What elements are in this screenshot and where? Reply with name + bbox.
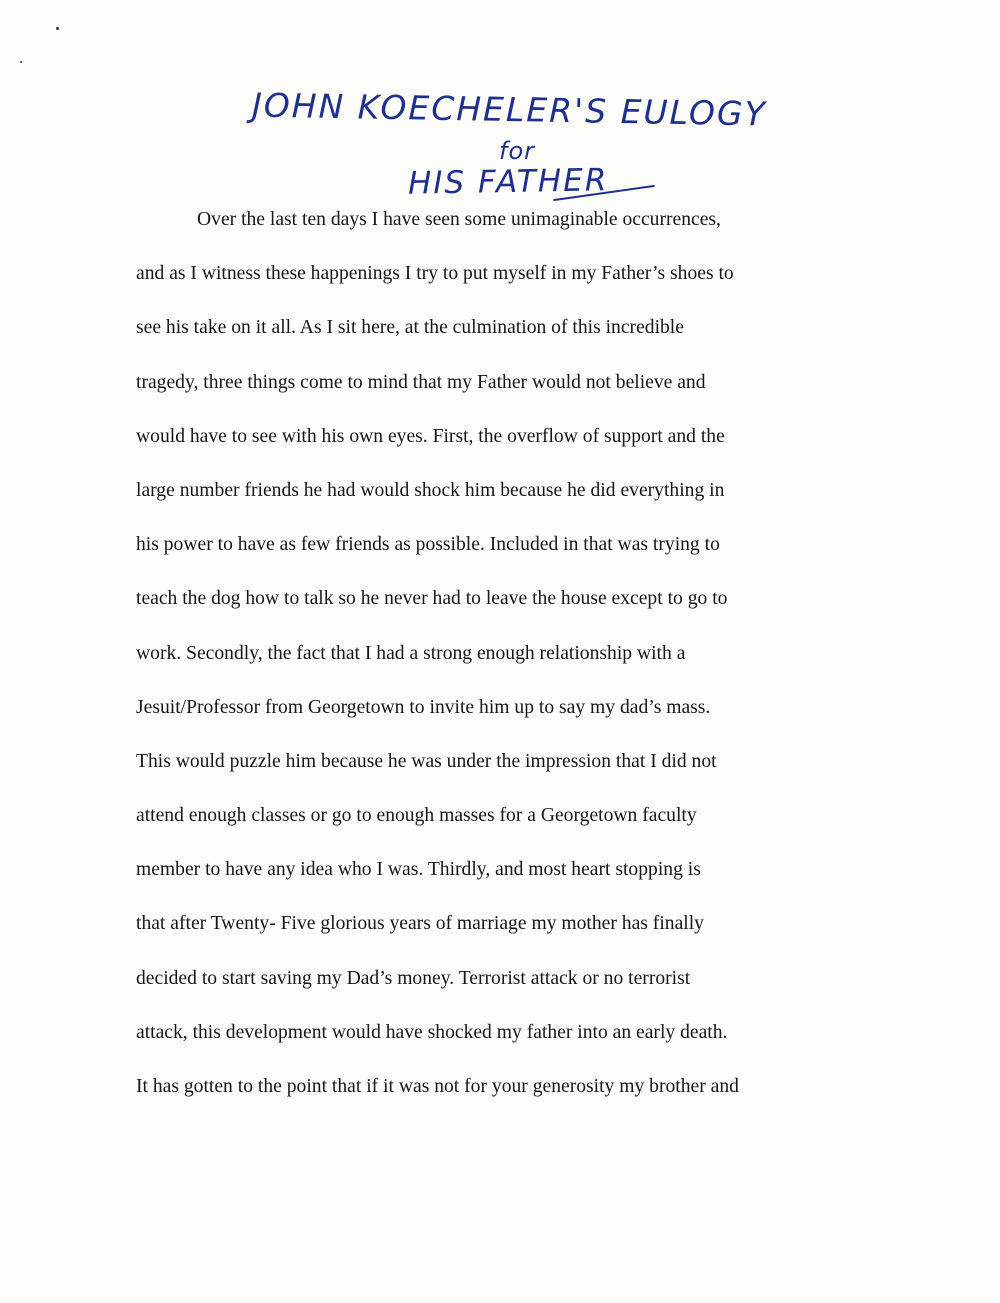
body-line: see his take on it all. As I sit here, at the culmination of this incredible	[136, 317, 684, 339]
title-line-2: for	[499, 137, 535, 165]
body-line: This would puzzle him because he was under the impression that I did not	[136, 750, 717, 772]
body-line: that after Twenty- Five glorious years of marriage my mother has finally	[136, 913, 704, 935]
body-line: attack, this development would have shocked my father into an early death.	[136, 1021, 728, 1043]
eulogy-body	[136, 205, 881, 1126]
body-line: work. Secondly, the fact that I had a strong enough relationship with a	[136, 642, 686, 664]
body-line: and as I witness these happenings I try to put myself in my Father’s shoes to	[136, 263, 734, 285]
paper-speck	[56, 27, 59, 30]
handwritten-title	[0, 72, 1000, 207]
body-line: member to have any idea who I was. Thirdly, and most heart stopping is	[136, 859, 701, 881]
body-line: large number friends he had would shock him because he did everything in	[136, 479, 725, 501]
paper-speck	[20, 61, 22, 63]
body-line: Over the last ten days I have seen some unimaginable occurrences,	[197, 209, 721, 230]
body-line: his power to have as few friends as possible. Included in that was trying to	[136, 534, 720, 556]
body-line: Jesuit/Professor from Georgetown to invite him up to say my dad’s mass.	[136, 696, 711, 718]
body-line: would have to see with his own eyes. First, the overflow of support and the	[136, 425, 725, 447]
body-line: attend enough classes or go to enough masses for a Georgetown faculty	[136, 805, 697, 827]
title-line-1: JOHN KOECHELER'S EULOGY	[251, 85, 768, 134]
body-line: decided to start saving my Dad’s money. Terrorist attack or no terrorist	[136, 967, 691, 989]
body-line: tragedy, three things come to mind that my Father would not believe and	[136, 371, 706, 393]
title-line-3: HIS FATHER	[407, 162, 609, 202]
body-line: teach the dog how to talk so he never had to leave the house except to go to	[136, 588, 728, 610]
body-line: It has gotten to the point that if it was not for your generosity my brother and	[136, 1076, 739, 1097]
